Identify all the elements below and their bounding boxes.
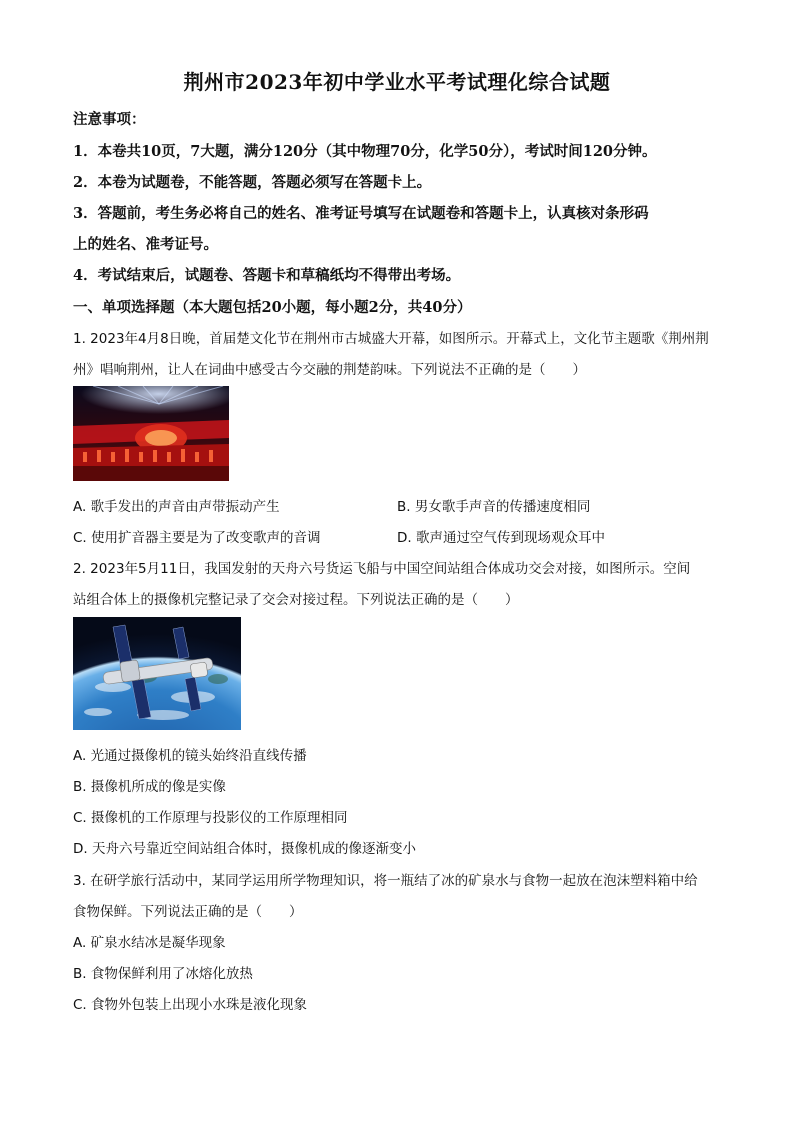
- question-2-option-a: A. 光通过摄像机的镜头始终沿直线传播: [73, 748, 307, 764]
- notice-item-2: 2．本卷为试题卷，不能答题，答题必须写在答题卡上。: [73, 174, 432, 191]
- question-2-space-station-image: [73, 617, 241, 730]
- question-1-stem-line2: 州》唱响荆州，让人在词曲中感受古今交融的荆楚韵味。下列说法不正确的是（ ）: [73, 362, 586, 378]
- question-3-option-c: C. 食物外包装上出现小水珠是液化现象: [73, 997, 308, 1013]
- notice-heading: 注意事项：: [73, 111, 146, 128]
- page-title: 荆州市2023年初中学业水平考试理化综合试题: [183, 70, 611, 94]
- question-2-option-c: C. 摄像机的工作原理与投影仪的工作原理相同: [73, 810, 348, 826]
- question-3-stem-line1: 3. 在研学旅行活动中，某同学运用所学物理知识，将一瓶结了冰的矿泉水与食物一起放在泡沫塑料箱中给: [73, 873, 698, 889]
- question-1-option-a: A. 歌手发出的声音由声带振动产生: [73, 499, 280, 515]
- question-1-option-c: C. 使用扩音器主要是为了改变歌声的音调: [73, 530, 321, 546]
- notice-item-4: 4．考试结束后，试题卷、答题卡和草稿纸均不得带出考场。: [73, 267, 461, 284]
- question-3-option-a: A. 矿泉水结冰是凝华现象: [73, 935, 226, 951]
- notice-item-3: 3．答题前，考生务必将自己的姓名、准考证号填写在试题卷和答题卡上，认真核对条形码: [73, 205, 649, 222]
- section-heading: 一、单项选择题（本大题包括20小题，每小题2分，共40分）: [73, 299, 472, 316]
- question-2-stem-line1: 2. 2023年5月11日，我国发射的天舟六号货运飞船与中国空间站组合体成功交会对接，如图所示。空间: [73, 561, 691, 577]
- question-1-option-b: B. 男女歌手声音的传播速度相同: [397, 499, 591, 515]
- question-1-option-d: D. 歌声通过空气传到现场观众耳中: [397, 530, 605, 546]
- question-3-stem-line2: 食物保鲜。下列说法正确的是（ ）: [73, 904, 303, 920]
- question-2-stem-line2: 站组合体上的摄像机完整记录了交会对接过程。下列说法正确的是（ ）: [73, 592, 519, 608]
- question-1-stem-line1: 1. 2023年4月8日晚，首届楚文化节在荆州市古城盛大开幕，如图所示。开幕式上，文化节主题歌《荆州荆: [73, 331, 709, 347]
- question-3-option-b: B. 食物保鲜利用了冰熔化放热: [73, 966, 253, 982]
- question-1-stage-image: [73, 386, 229, 481]
- notice-item-3-cont: 上的姓名、准考证号。: [73, 236, 218, 253]
- question-2-option-d: D. 天舟六号靠近空间站组合体时，摄像机成的像逐渐变小: [73, 841, 416, 857]
- notice-item-1: 1．本卷共10页，7大题，满分120分（其中物理70分，化学50分），考试时间120分钟。: [73, 143, 657, 160]
- question-2-option-b: B. 摄像机所成的像是实像: [73, 779, 226, 795]
